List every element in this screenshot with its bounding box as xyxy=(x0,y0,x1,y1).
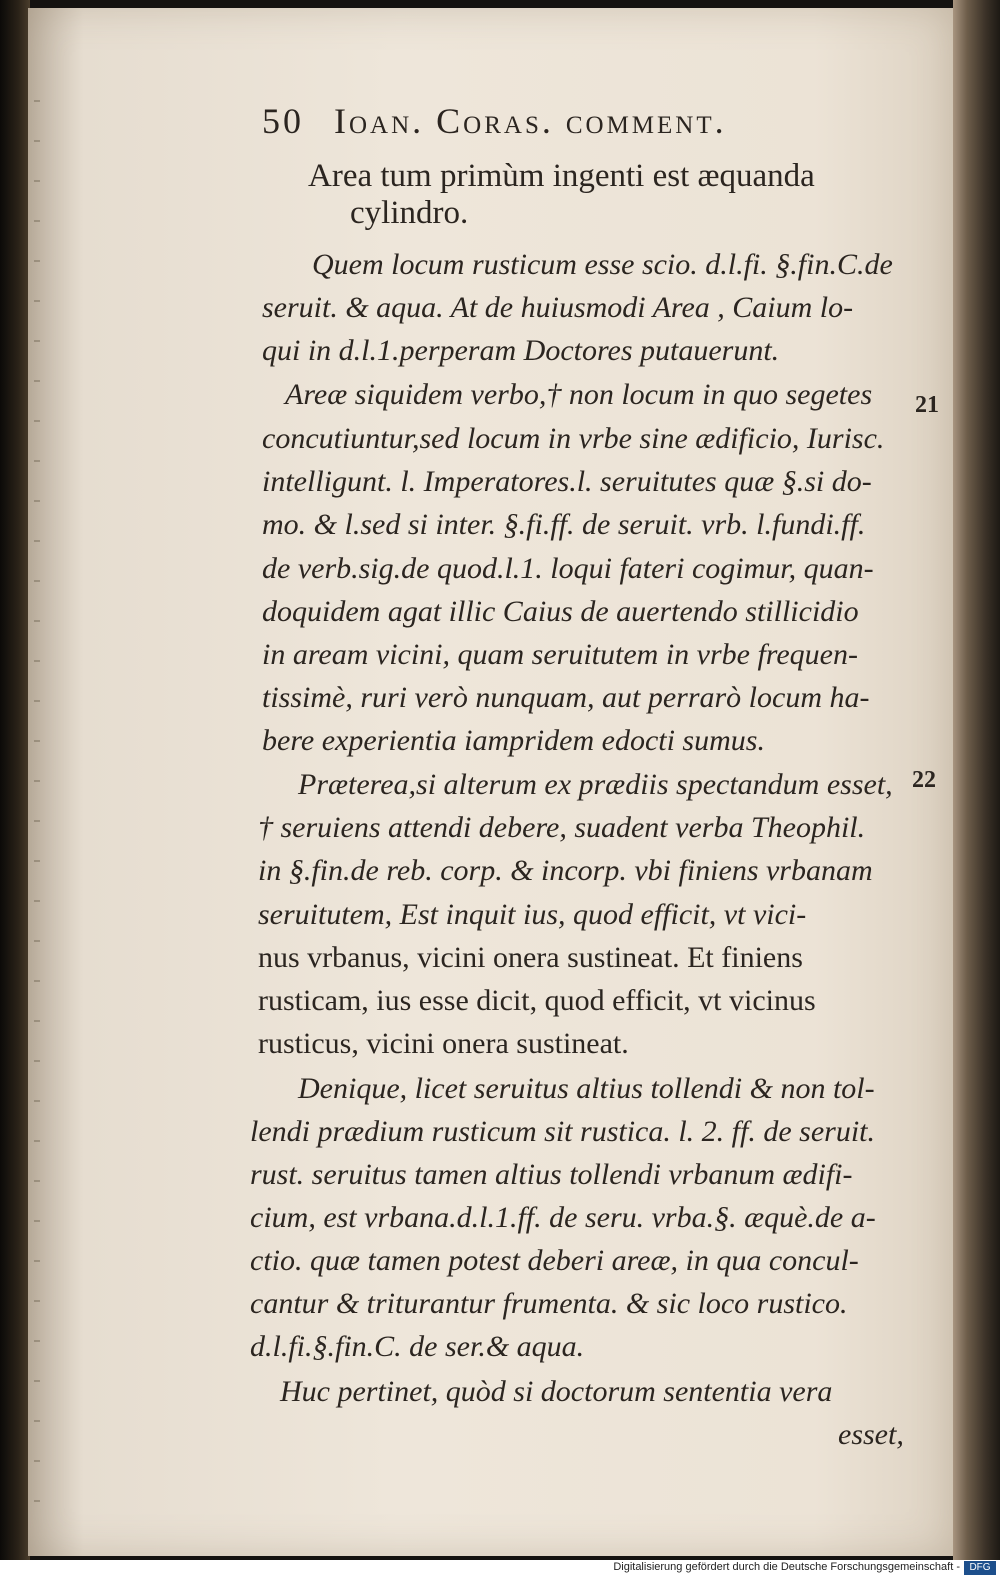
text-line: rust. seruitus tamen altius tollendi vrbanum ædifi- xyxy=(250,1158,853,1191)
text-line: Quem locum rusticum esse scio. d.l.fi. §.fin.C.de xyxy=(312,248,893,281)
text-line: doquidem agat illic Caius de auertendo stillicidio xyxy=(262,595,859,628)
verse-line: Area tum primùm ingenti est æquanda xyxy=(308,158,815,194)
footer-credit: Digitalisierung gefördert durch die Deutsche Forschungsgemeinschaft - xyxy=(613,1561,960,1573)
margin-note-number: 22 xyxy=(912,767,936,793)
text-line: ctio. quæ tamen potest deberi areæ, in qua concul- xyxy=(250,1244,859,1277)
running-title: Ioan. Coras. comment. xyxy=(334,101,727,141)
book-binding xyxy=(0,0,30,1560)
text-line: rusticus, vicini onera sustineat. xyxy=(258,1027,629,1060)
text-line: mo. & l.sed si inter. §.fi.ff. de seruit. vrb. l.fundi.ff. xyxy=(262,508,866,541)
text-line: in aream vicini, quam seruitutem in vrbe frequen- xyxy=(262,638,858,671)
text-line: seruitutem, Est inquit ius, quod efficit, vt vici- xyxy=(258,898,807,931)
text-line: cantur & triturantur frumenta. & sic loco rustico. xyxy=(250,1287,848,1320)
text-line: cium, est vrbana.d.l.1.ff. de seru. vrba.§. æquè.de a- xyxy=(250,1201,876,1234)
text-line: † seruiens attendi debere, suadent verba Theophil. xyxy=(258,811,866,844)
text-line: bere experientia iampridem edocti sumus. xyxy=(262,724,765,757)
digitization-footer xyxy=(0,1560,1000,1577)
margin-note-number: 21 xyxy=(915,392,939,418)
text-line: concutiuntur,sed locum in vrbe sine ædificio, Iurisc. xyxy=(262,422,885,455)
text-line: Areæ siquidem verbo,† non locum in quo segetes xyxy=(285,378,873,411)
text-line: lendi prædium rusticum sit rustica. l. 2. ff. de seruit. xyxy=(250,1115,876,1148)
text-line: Denique, licet seruitus altius tollendi & non tol- xyxy=(298,1072,875,1105)
text-line: in §.fin.de reb. corp. & incorp. vbi finiens vrbanam xyxy=(258,854,873,887)
text-line: de verb.sig.de quod.l.1. loqui fateri cogimur, quan- xyxy=(262,552,874,585)
text-line: qui in d.l.1.perperam Doctores putauerunt. xyxy=(262,334,780,367)
text-line: seruit. & aqua. At de huiusmodi Area , Caium lo- xyxy=(262,291,854,324)
text-line: intelligunt. l. Imperatores.l. seruitutes quæ §.si do- xyxy=(262,465,872,498)
text-line: tissimè, ruri verò nunquam, aut perrarò locum ha- xyxy=(262,681,870,714)
text-line: d.l.fi.§.fin.C. de ser.& aqua. xyxy=(250,1330,585,1363)
text-line: nus vrbanus, vicini onera sustineat. Et finiens xyxy=(258,941,803,974)
text-line: rusticam, ius esse dicit, quod efficit, vt vicinus xyxy=(258,984,816,1017)
dfg-logo-icon: DFG xyxy=(964,1561,996,1575)
page-fold-shadow xyxy=(34,100,40,1540)
text-line: Huc pertinet, quòd si doctorum sententia vera xyxy=(280,1375,833,1408)
text-line: Præterea,si alterum ex prædiis spectandum esset, xyxy=(298,768,893,801)
running-header xyxy=(262,100,822,144)
page-fore-edge xyxy=(953,0,1000,1560)
page-number: 50 xyxy=(262,101,304,141)
catchword: esset, xyxy=(838,1418,904,1451)
verse-line: cylindro. xyxy=(350,195,469,231)
